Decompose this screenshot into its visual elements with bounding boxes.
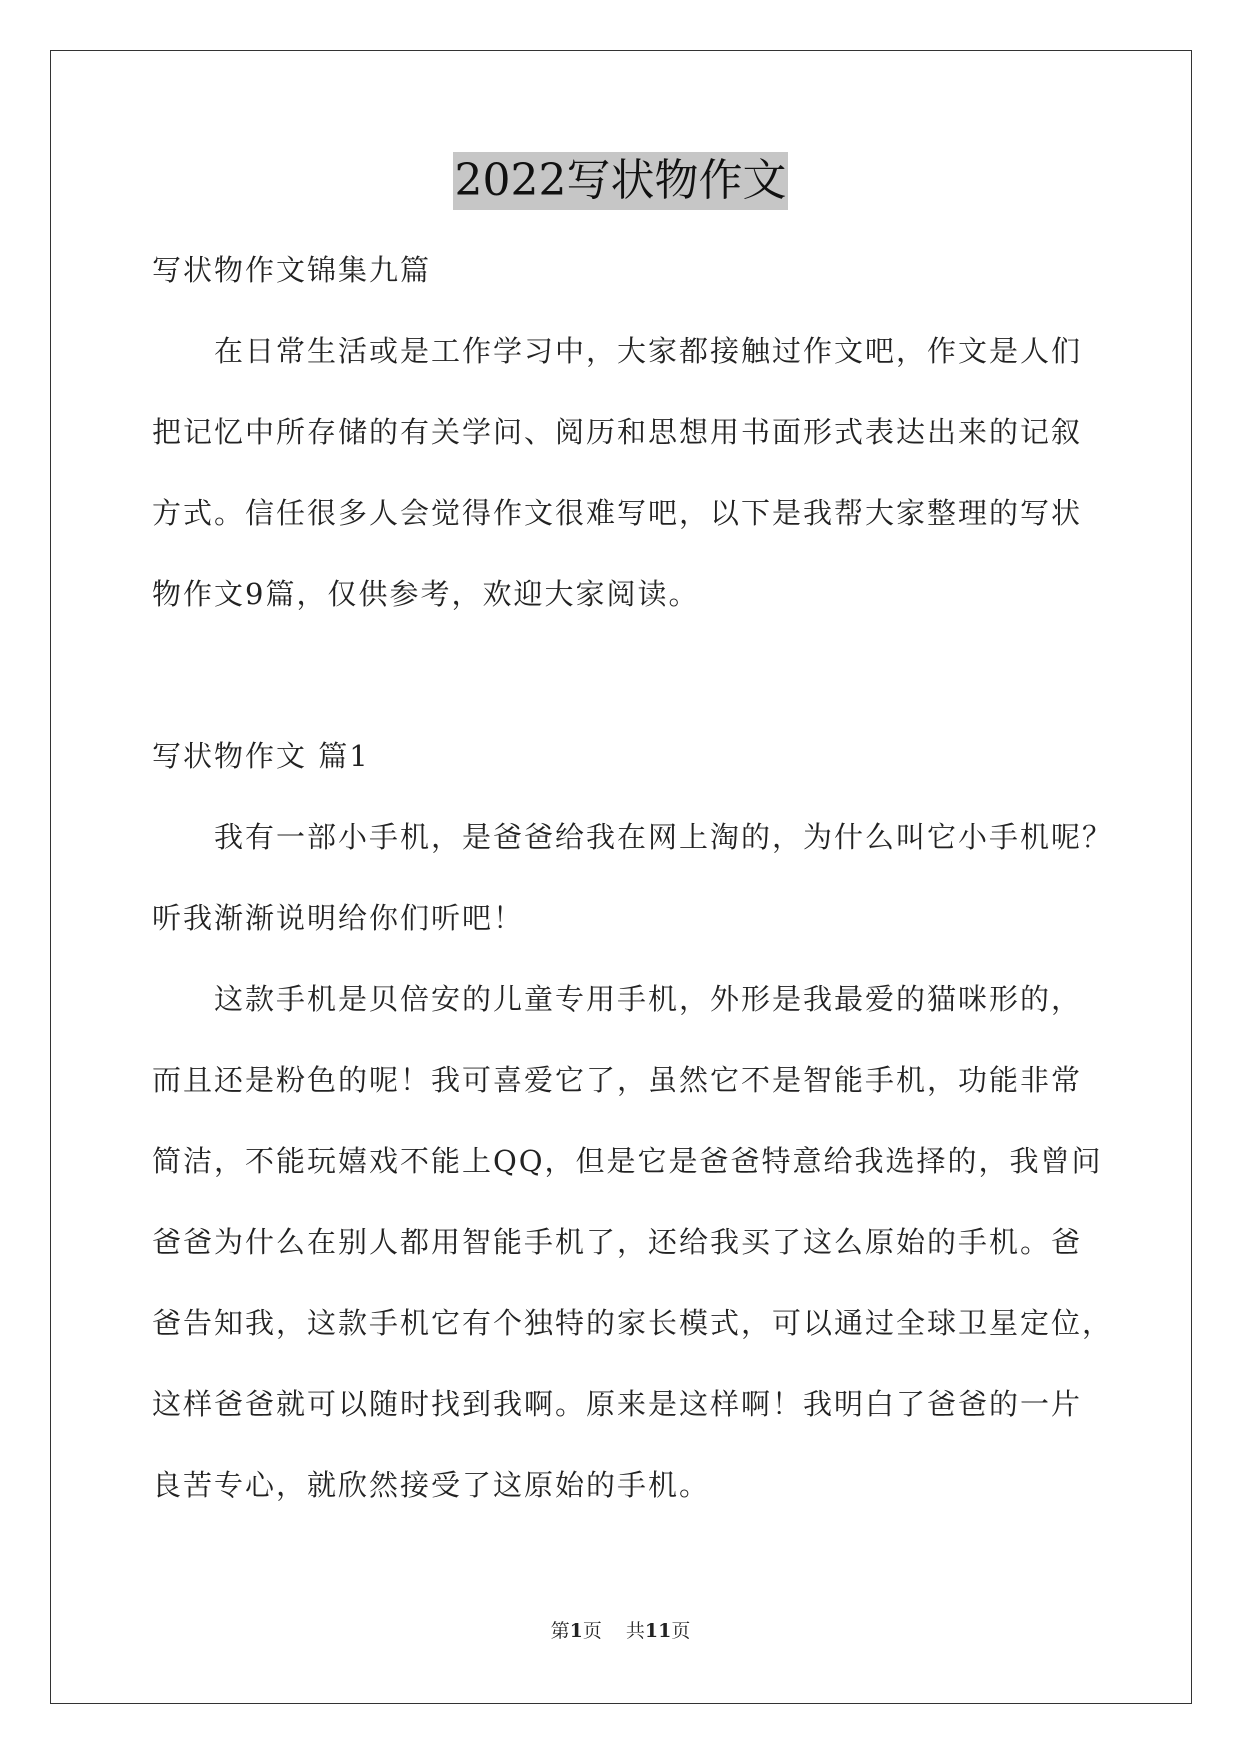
document-body xyxy=(152,230,1114,1526)
document-title: 2022写状物作文 xyxy=(453,152,789,210)
title-container xyxy=(0,152,1241,210)
paragraph-line: 这款手机是贝倍安的儿童专用手机，外形是我最爱的猫咪形的， xyxy=(214,982,1083,1016)
paragraph-line: 爸爸为什么在别人都用智能手机了，还给我买了这么原始的手机。爸 xyxy=(152,1225,1083,1259)
page-footer xyxy=(0,1616,1241,1643)
intro-line: 在日常生活或是工作学习中，大家都接触过作文吧，作文是人们 xyxy=(214,334,1083,368)
paragraph-line: 这样爸爸就可以随时找到我啊。原来是这样啊！我明白了爸爸的一片 xyxy=(152,1387,1083,1421)
paragraph-line: 简洁，不能玩嬉戏不能上QQ，但是它是爸爸特意给我选择的，我曾问 xyxy=(152,1144,1103,1178)
footer-total-prefix: 共 xyxy=(625,1620,645,1642)
footer-prefix: 第 xyxy=(550,1620,570,1642)
intro-line: 物作文9篇，仅供参考，欢迎大家阅读。 xyxy=(152,577,700,611)
total-pages: 11 xyxy=(644,1620,672,1642)
page-number: 1 xyxy=(569,1620,583,1642)
paragraph-line: 我有一部小手机，是爸爸给我在网上淘的，为什么叫它小手机呢？ xyxy=(214,820,1114,854)
footer-page-suffix: 页 xyxy=(582,1620,602,1642)
intro-line: 方式。信任很多人会觉得作文很难写吧，以下是我帮大家整理的写状 xyxy=(152,496,1083,530)
section-heading: 写状物作文 篇1 xyxy=(152,739,370,773)
footer-total-suffix: 页 xyxy=(671,1620,691,1642)
paragraph-line: 而且还是粉色的呢！我可喜爱它了，虽然它不是智能手机，功能非常 xyxy=(152,1063,1083,1097)
paragraph-line: 良苦专心，就欣然接受了这原始的手机。 xyxy=(152,1468,711,1502)
subtitle: 写状物作文锦集九篇 xyxy=(152,253,432,287)
paragraph-line: 听我渐渐说明给你们听吧！ xyxy=(152,901,525,935)
paragraph-gap xyxy=(152,635,1087,716)
paragraph-line: 爸告知我，这款手机它有个独特的家长模式，可以通过全球卫星定位， xyxy=(152,1306,1114,1340)
intro-line: 把记忆中所存储的有关学问、阅历和思想用书面形式表达出来的记叙 xyxy=(152,415,1083,449)
